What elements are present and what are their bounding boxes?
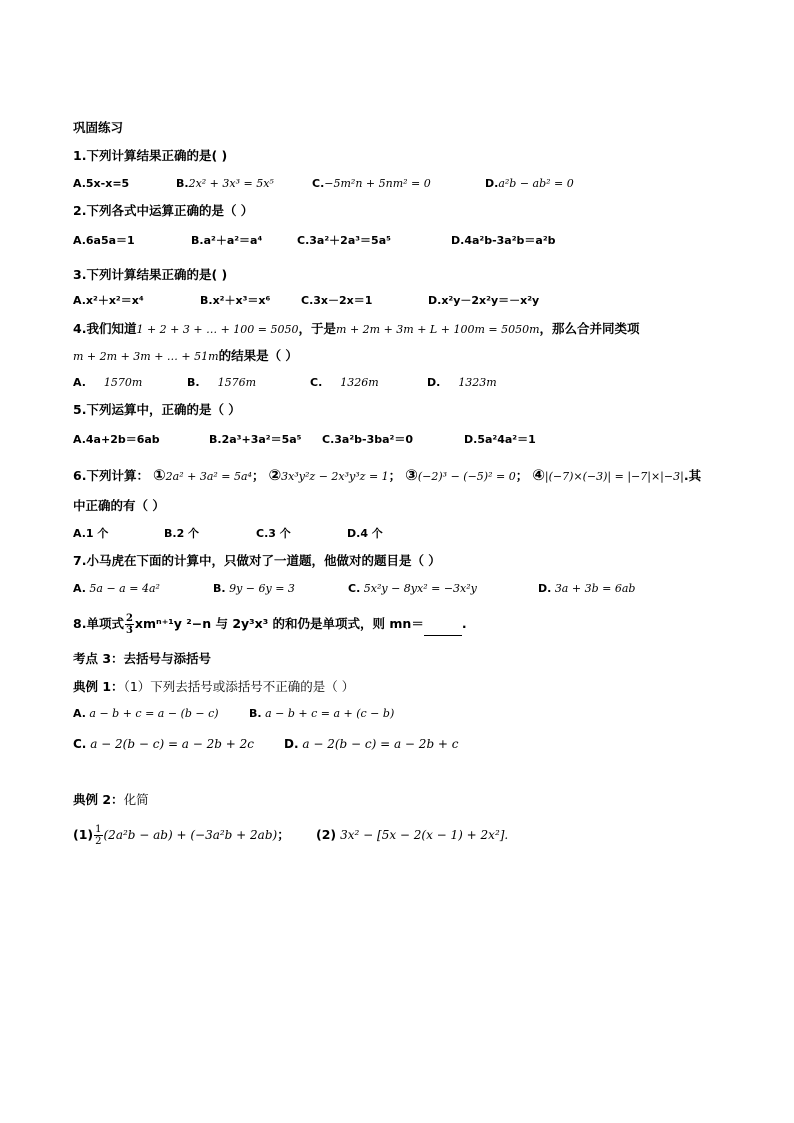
question-7-option-c: C. 5x²y − 8yx² = −3x²y bbox=[348, 582, 477, 595]
question-4-option-c: C. 1326m bbox=[310, 376, 379, 389]
question-6-option-d: D.4 个 bbox=[347, 527, 383, 540]
question-5-option-b: B.2a³+3a²＝5a⁵ bbox=[209, 433, 302, 446]
fraction-one-half: $\frac{1}{2}$ bbox=[95, 824, 102, 847]
question-2-option-d: D.4a²b-3a²b＝a²b bbox=[451, 234, 556, 247]
question-4-option-b: B. 1576m bbox=[187, 376, 257, 389]
question-4-stem-line2: m + 2m + 3m + … + 51m的结果是（ ） bbox=[73, 348, 298, 363]
question-5-stem: 5.下列运算中，正确的是（ ） bbox=[73, 402, 241, 417]
question-2-option-a: A.6a5a＝1 bbox=[73, 234, 135, 247]
example-1-option-a: A. a − b + c = a − (b − c) bbox=[73, 707, 219, 720]
question-6-option-a: A.1 个 bbox=[73, 527, 109, 540]
example-2-part-2: (2) 3x² − [5x − 2(x − 1) + 2x²]. bbox=[316, 827, 509, 842]
question-7-option-d: D. 3a + 3b = 6ab bbox=[538, 582, 636, 595]
question-5-option-a: A.4a+2b＝6ab bbox=[73, 433, 160, 446]
example-1-option-b: B. a − b + c = a + (c − b) bbox=[249, 707, 395, 720]
section-title: 巩固练习 bbox=[73, 120, 124, 135]
example-2-stem: 典例 2：化简 bbox=[73, 792, 149, 807]
question-1-option-d: D.a²b − ab² = 0 bbox=[485, 177, 574, 190]
question-6-stem-line2: 中正确的有（ ） bbox=[73, 498, 165, 513]
question-4-option-d: D. 1323m bbox=[427, 376, 497, 389]
question-2-stem: 2.下列各式中运算正确的是（ ） bbox=[73, 203, 254, 218]
question-2-option-b: B.a²＋a²＝a⁴ bbox=[191, 234, 263, 247]
question-5-option-d: D.5a²4a²＝1 bbox=[464, 433, 536, 446]
answer-blank[interactable] bbox=[424, 623, 462, 636]
question-4-stem: 4.我们知道1 + 2 + 3 + … + 100 = 5050，于是m + 2m + 3m + L + 100m = 5050m，那么合并同类项 bbox=[73, 321, 640, 336]
question-8: 8.单项式 $\frac{2}{3}$ xmⁿ⁺¹y ²−n 与 2y³x³ 的和仍是单项式，则 mn＝ . bbox=[73, 613, 467, 636]
fraction-two-thirds: $\frac{2}{3}$ bbox=[125, 613, 133, 636]
question-3-option-b: B.x²＋x³＝x⁶ bbox=[200, 294, 271, 307]
question-2-option-c: C.3a²＋2a³＝5a⁵ bbox=[297, 234, 391, 247]
kaodian-title: 考点 3：去括号与添括号 bbox=[73, 651, 212, 666]
question-5-option-c: C.3a²b-3ba²＝0 bbox=[322, 433, 414, 446]
question-6-option-c: C.3 个 bbox=[256, 527, 291, 540]
example-1-stem: 典例 1：（1）下列去括号或添括号不正确的是（ ） bbox=[73, 679, 355, 694]
question-7-stem: 7.小马虎在下面的计算中，只做对了一道题，他做对的题目是（ ） bbox=[73, 553, 441, 568]
question-4-option-a: A. 1570m bbox=[73, 376, 143, 389]
question-3-option-d: D.x²y－2x²y＝－x²y bbox=[428, 294, 540, 307]
question-7-option-a: A. 5a − a = 4a² bbox=[73, 582, 160, 595]
question-6-option-b: B.2 个 bbox=[164, 527, 200, 540]
question-7-option-b: B. 9y − 6y = 3 bbox=[213, 582, 295, 595]
question-1-stem: 1.下列计算结果正确的是( ) bbox=[73, 148, 228, 163]
question-3-option-a: A.x²＋x²＝x⁴ bbox=[73, 294, 144, 307]
question-3-stem: 3.下列计算结果正确的是( ) bbox=[73, 267, 228, 282]
question-1-option-c: C.−5m²n + 5nm² = 0 bbox=[312, 177, 431, 190]
question-3-option-c: C.3x－2x＝1 bbox=[301, 294, 373, 307]
question-6-stem: 6.下列计算： ①2a² + 3a² = 5a⁴； ②3x³y²z − 2x³y³z = 1； ③(−2)³ − (−5)² = 0； ④|(−7)×(−3)| = |−7|×|−3|.其 bbox=[73, 466, 702, 484]
example-1-option-c: C. a − 2(b − c) = a − 2b + 2c bbox=[73, 737, 255, 751]
example-1-option-d: D. a − 2(b − c) = a − 2b + c bbox=[284, 737, 459, 751]
example-2-part-1: (1) $\frac{1}{2}$ (2a²b − ab) + (−3a²b + 2ab)； bbox=[73, 824, 290, 847]
question-1-option-a: A.5x-x=5 bbox=[73, 177, 130, 190]
question-1-option-b: B.2x² + 3x³ = 5x⁵ bbox=[176, 177, 274, 190]
